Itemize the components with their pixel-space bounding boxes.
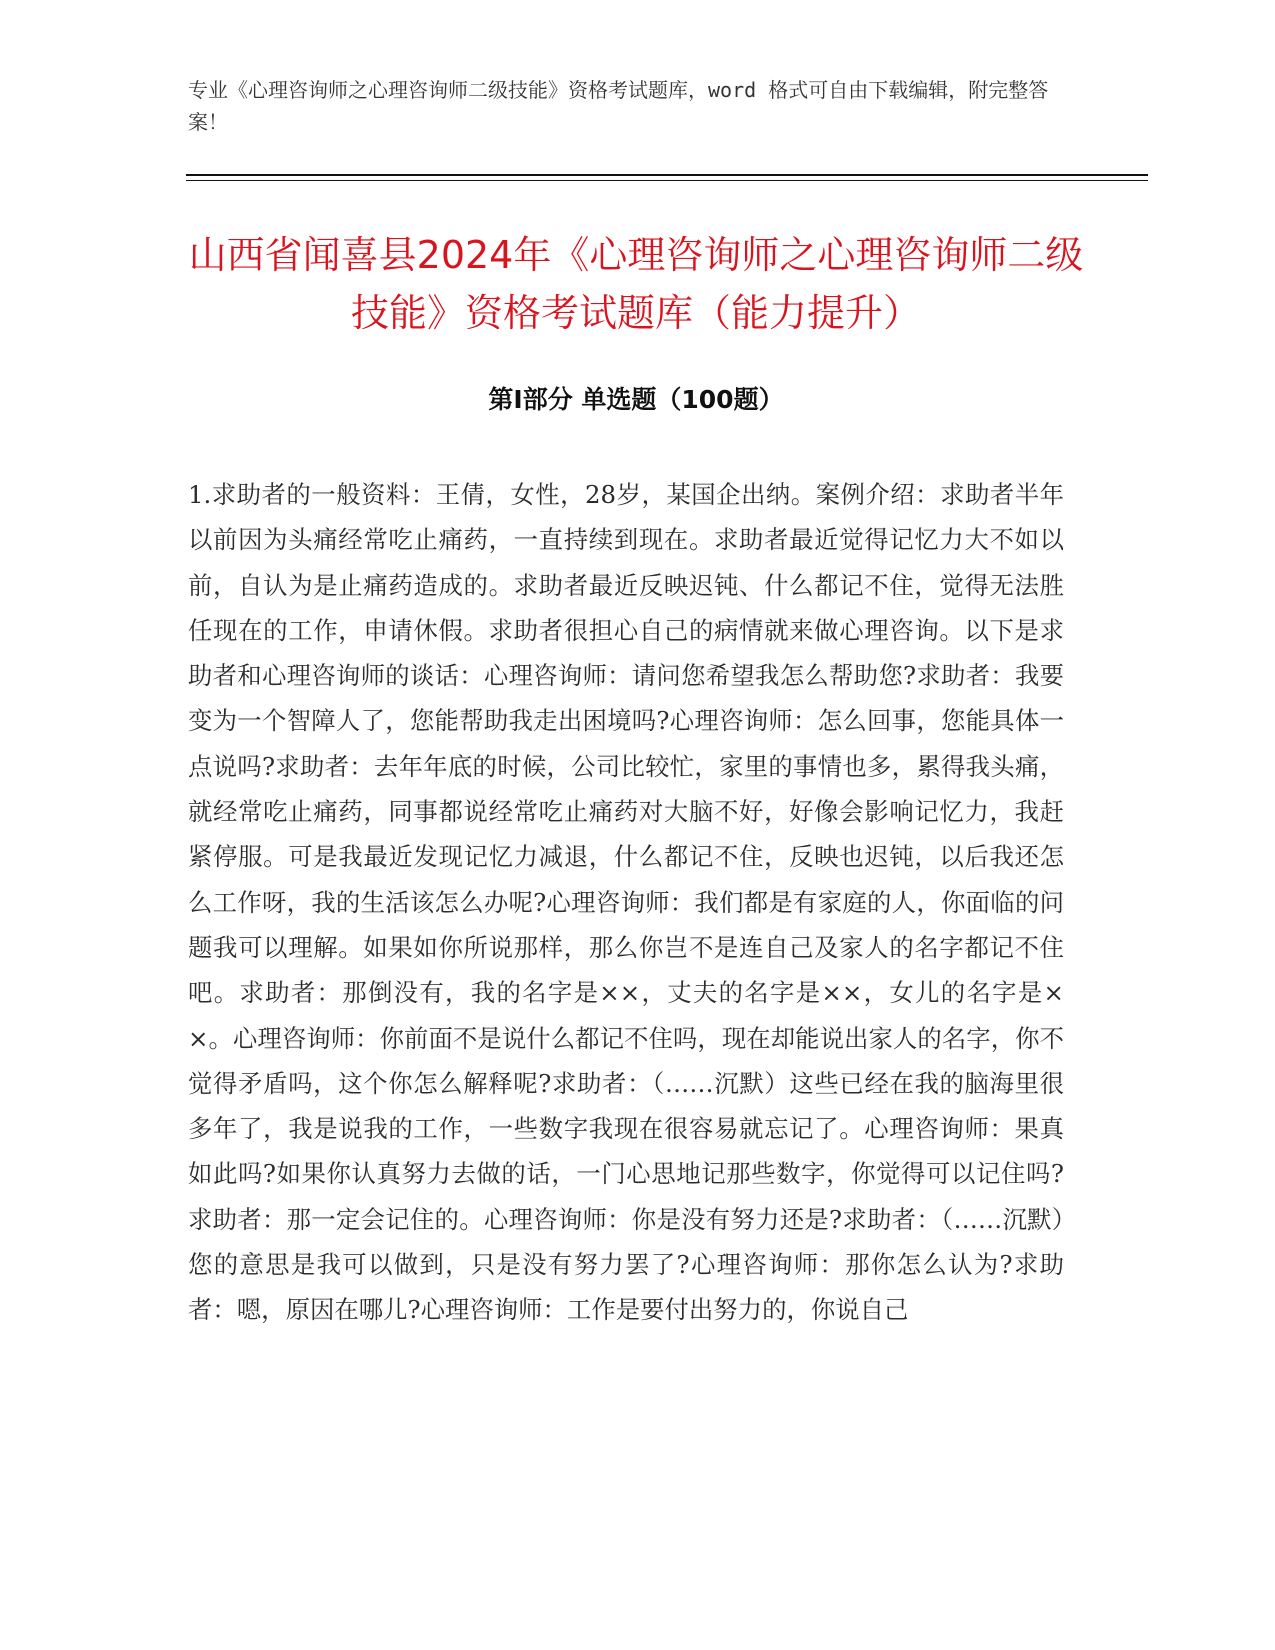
- question-item: 1.求助者的一般资料：王倩，女性，28岁，某国企出纳。案例介绍：求助者半年以前因为头痛经常吃止痛药，一直持续到现在。求助者最近觉得记忆力大不如以前，自认为是止痛药造成的。求助者最近反映迟钝、什么都记不住，觉得无法胜任现在的工作，申请休假。求助者很担心自己的病情就来做心理咨询。以下是求助者和心理咨询师的谈话：心理咨询师：请问您希望我怎么帮助您?求助者：我要变为一个智障人了，您能帮助我走出困境吗?心理咨询师：怎么回事，您能具体一点说吗?求助者：去年年底的时候，公司比较忙，家里的事情也多，累得我头痛，就经常吃止痛药，同事都说经常吃止痛药对大脑不好，好像会影响记忆力，我赶紧停服。可是我最近发现记忆力减退，什么都记不住，反映也迟钝，以后我还怎么工作呀，我的生活该怎么办呢?心理咨询师：我们都是有家庭的人，你面临的问题我可以理解。如果如你所说那样，那么你岂不是连自己及家人的名字都记不住吧。求助者：那倒没有，我的名字是××，丈夫的名字是××，女儿的名字是××。心理咨询师：你前面不是说什么都记不住吗，现在却能说出家人的名字，你不觉得矛盾吗，这个你怎么解释呢?求助者：（……沉默）这些已经在我的脑海里很多年了，我是说我的工作，一些数字我现在很容易就忘记了。心理咨询师：果真如此吗?如果你认真努力去做的话，一门心思地记那些数字，你觉得可以记住吗?求助者：那一定会记住的。心理咨询师：你是没有努力还是?求助者：（……沉默）您的意思是我可以做到，只是没有努力罢了?心理咨询师：那你怎么认为?求助者：嗯，原因在哪儿?心理咨询师：工作是要付出努力的，你说自己: [188, 480, 1064, 1325]
- header-rule-thin: [186, 180, 1148, 181]
- document-title: 山西省闻喜县2024年《心理咨询师之心理咨询师二级技能》资格考试题库（能力提升）: [188, 233, 1084, 335]
- section-title: 第Ⅰ部分 单选题（100题）: [488, 385, 784, 414]
- header-note: 专业《心理咨询师之心理咨询师二级技能》资格考试题库，word 格式可自由下载编辑，附完整答案！: [188, 78, 1049, 134]
- header-rule-thick: [186, 174, 1148, 176]
